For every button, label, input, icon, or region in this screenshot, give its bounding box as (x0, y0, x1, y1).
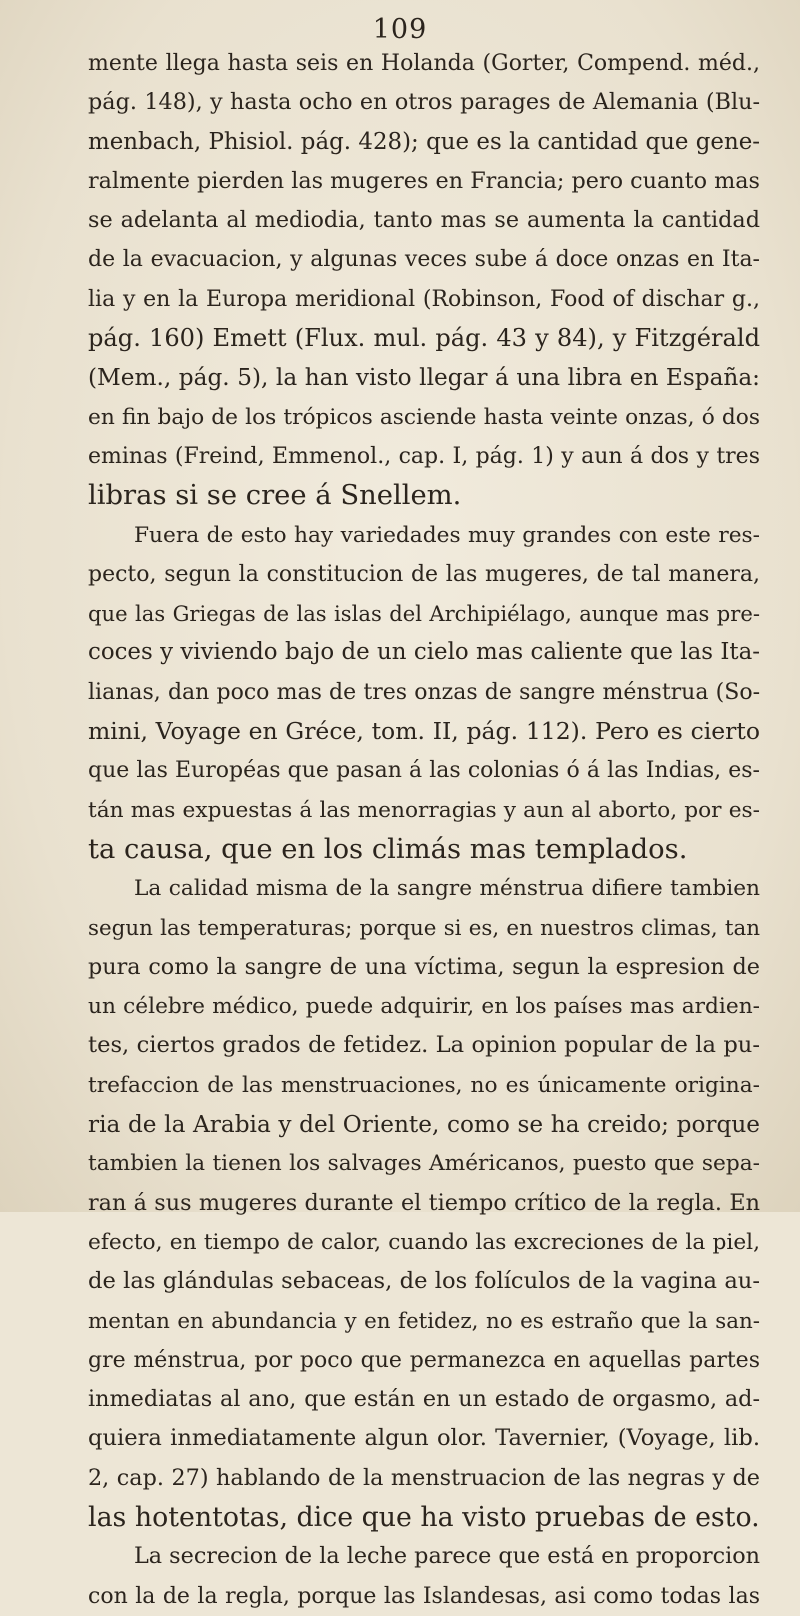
text-line: con la de la regla, porque las Islandesas, asi como todas las (88, 1583, 760, 1609)
text-line: mini, Voyage en Gréce, tom. II, pág. 112). Pero es cierto (88, 717, 760, 746)
text-line: ralmente pierden las mugeres en Francia; pero cuanto mas (88, 167, 760, 194)
text-line: mentan en abundancia y en fetidez, no es estraño que la san- (88, 1308, 760, 1334)
text-line: tes, ciertos grados de fetidez. La opinion popular de la pu- (88, 1032, 760, 1059)
text-line: ria de la Arabia y del Oriente, como se ha creido; porque (88, 1111, 760, 1139)
text-line: trefaccion de las menstruaciones, no es únicamente origina- (88, 1072, 760, 1098)
text-line: en fin bajo de los trópicos asciende hasta veinte onzas, ó dos (88, 404, 760, 430)
text-line: ran á sus mugeres durante el tiempo crítico de la regla. En (88, 1189, 760, 1216)
text-line: las hotentotas, dice que ha visto pruebas de esto. (88, 1501, 760, 1533)
text-line: que las Européas que pasan á las colonias ó á las Indias, es- (88, 758, 760, 784)
text-line: un célebre médico, puede adquirir, en los países mas ardien- (88, 994, 760, 1020)
text-line: La calidad misma de la sangre ménstrua difiere tambien (134, 876, 760, 902)
text-line: La secrecion de la leche parece que está en proporcion (134, 1543, 761, 1570)
text-line: pág. 160) Emett (Flux. mul. pág. 43 y 84), y Fitzgérald (88, 324, 760, 353)
text-line: tán mas expuestas á las menorragias y aun al aborto, por es- (88, 797, 760, 823)
text-line: pág. 148), y hasta ocho en otros parages de Alemania (Blu- (88, 89, 760, 116)
text-line: (Mem., pág. 5), la han visto llegar á una libra en España: (88, 364, 760, 392)
text-line: tambien la tienen los salvages Américanos, puesto que sepa- (88, 1151, 760, 1177)
body-text (88, 44, 760, 1616)
text-line: de la evacuacion, y algunas veces sube á doce onzas en Ita- (88, 247, 760, 273)
text-line: pecto, segun la constitucion de las mugeres, de tal manera, (88, 561, 760, 587)
text-line: que las Griegas de las islas del Archipiélago, aunque mas pre- (88, 601, 760, 627)
text-line: libras si se cree á Snellem. (88, 480, 462, 512)
text-line: quiera inmediatamente algun olor. Tavernier, (Voyage, lib. (88, 1425, 760, 1452)
text-line: menbach, Phisiol. pág. 428); que es la cantidad que gene- (88, 128, 760, 155)
text-line: lianas, dan poco mas de tres onzas de sangre ménstrua (So- (88, 679, 760, 705)
text-line: mente llega hasta seis en Holanda (Gorter, Compend. méd., (88, 51, 760, 76)
text-line: eminas (Freind, Emmenol., cap. I, pág. 1) y aun á dos y tres (88, 443, 760, 469)
text-line: segun las temperaturas; porque si es, en nuestros climas, tan (88, 915, 760, 941)
text-line: se adelanta al mediodia, tanto mas se aumenta la cantidad (88, 207, 760, 234)
text-line: Fuera de esto hay variedades muy grandes con este res- (134, 522, 760, 548)
text-line: coces y viviendo bajo de un cielo mas caliente que las Ita- (88, 639, 760, 666)
text-line: pura como la sangre de una víctima, segun la espresion de (88, 953, 760, 980)
page-number: 109 (372, 14, 428, 45)
text-line: gre ménstrua, por poco que permanezca en aquellas partes (88, 1347, 760, 1373)
text-line: de las glándulas sebaceas, de los folículos de la vagina au- (88, 1268, 760, 1295)
text-line: lia y en la Europa meridional (Robinson, Food of dischar g., (88, 286, 760, 312)
text-line: efecto, en tiempo de calor, cuando las excreciones de la piel, (88, 1229, 760, 1255)
text-line: 2, cap. 27) hablando de la menstruacion de las negras y de (88, 1464, 760, 1491)
text-line: ta causa, que en los climás mas templados. (88, 833, 688, 865)
text-line: inmediatas al ano, que están en un estado de orgasmo, ad- (88, 1386, 760, 1413)
